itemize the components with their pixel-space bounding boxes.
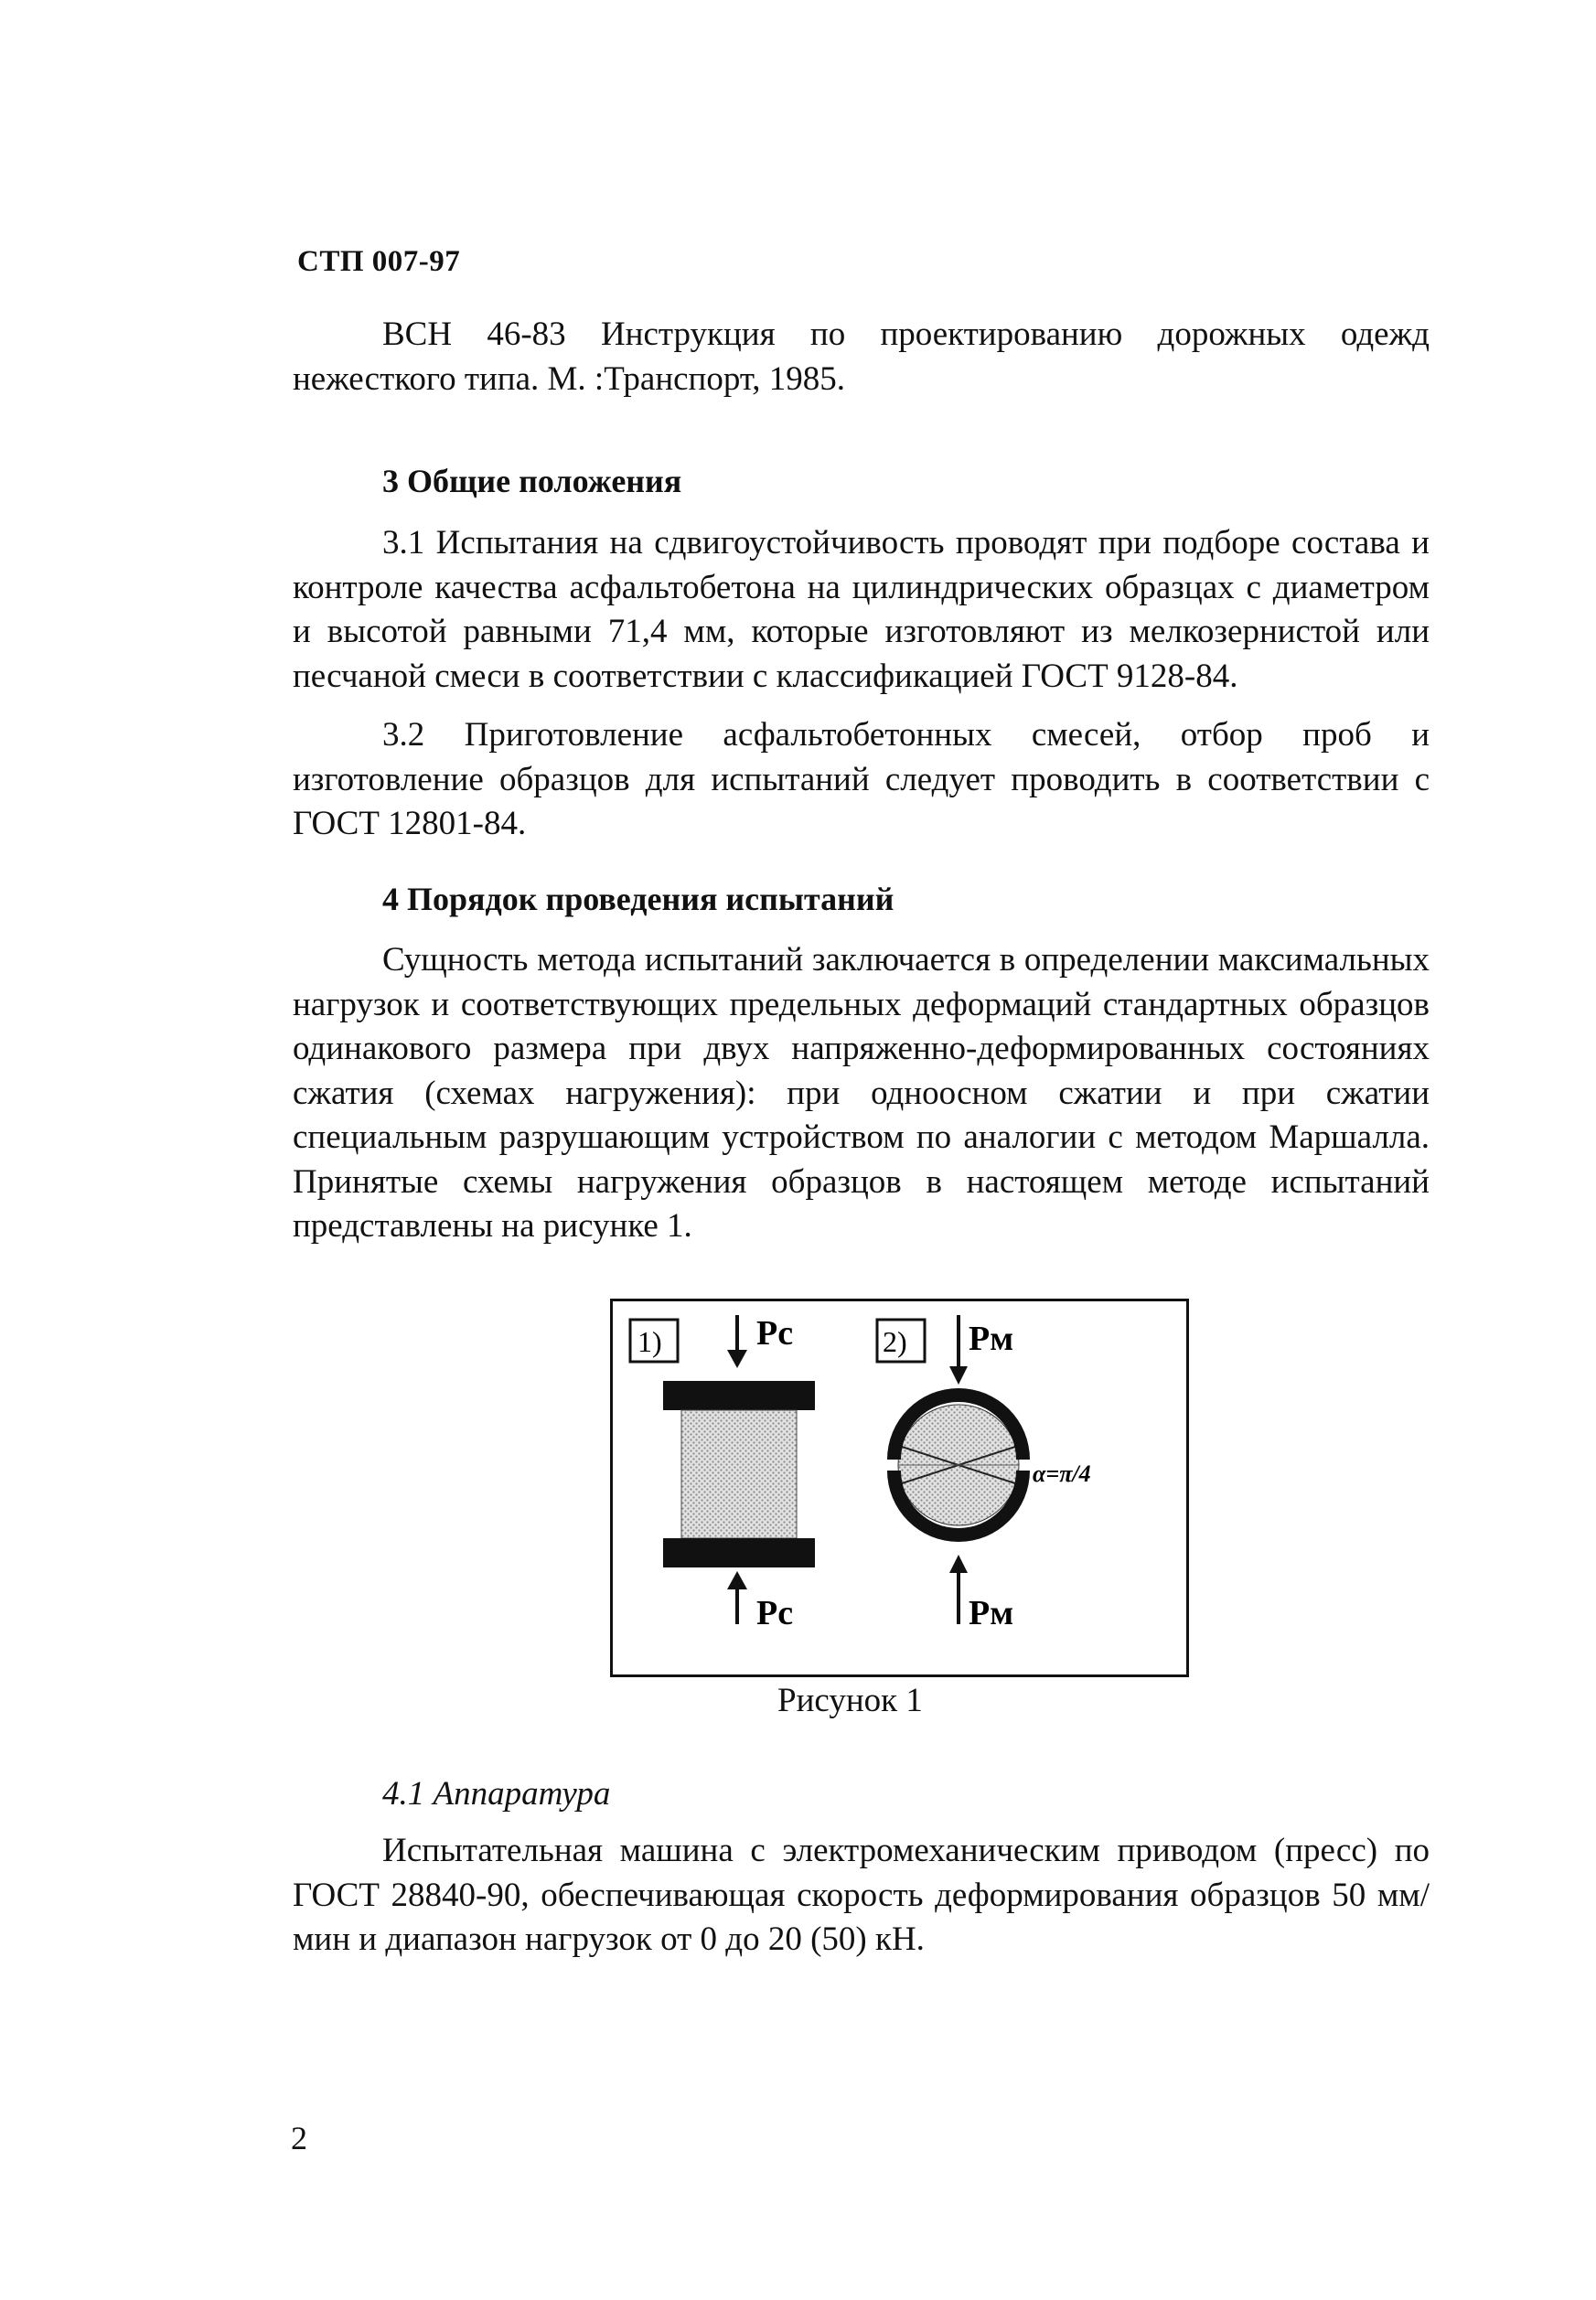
- force-label-bottom-1: Рс: [756, 1594, 794, 1632]
- section-4-1-paragraph: Испытательная машина с электромеханическим приводом (пресс) по ГОСТ 28840-90, обеспечивающая скорость деформирования образцов 50 мм/мин и диапазон нагрузок от 0 до 20 (50) кН.: [293, 1832, 1430, 1958]
- reference-vsn: ВСН 46-83 Инструкция по проектированию дорожных одежд нежесткого типа. М. :Транспорт, 1985.: [293, 316, 1430, 398]
- force-label-bottom-2: Рм: [969, 1594, 1014, 1632]
- section-3-heading: 3 Общие положения: [382, 463, 682, 499]
- top-platen: [663, 1381, 815, 1410]
- panel-1-label: 1): [637, 1325, 662, 1358]
- section-4-1-heading: 4.1 Аппаратура: [382, 1775, 611, 1813]
- section-4-heading: 4 Порядок проведения испытаний: [382, 881, 894, 917]
- section-3-2-paragraph: 3.2 Приготовление асфальтобетонных смесей, отбор проб и изготовление образцов для испытаний следует проводить в соответствии с ГОСТ 12801-84.: [293, 716, 1430, 842]
- bottom-platen: [663, 1538, 815, 1567]
- figure-1-caption: Рисунок 1: [777, 1682, 923, 1719]
- document-code: СТП 007-97: [297, 245, 461, 278]
- section-3-1-paragraph: 3.1 Испытания на сдвигоустойчивость проводят при подборе состава и контроле качества асфальтобетона на цилиндрических образцах с диаметром и высотой равными 71,4 мм, которые изготовляют из мелкозернистой или песчаной смеси в соответствии с классификацией ГОСТ 9128-84.: [293, 524, 1430, 695]
- figure-1-svg: [610, 1299, 1189, 1677]
- cylindrical-specimen: [681, 1410, 797, 1538]
- angle-label: α=π/4: [1033, 1460, 1091, 1487]
- panel-2-label: 2): [883, 1325, 907, 1358]
- page-number: 2: [291, 2120, 307, 2156]
- force-label-top-1: Рс: [756, 1314, 794, 1353]
- section-4-paragraph: Сущность метода испытаний заключается в определении максимальных нагрузок и соответствующих предельных деформаций стандартных образцов одинакового размера при двух напряженно-деформированных состояниях сжатия (схемах нагружения): при одноосном сжатии и при сжатии специальным разрушающим устройством по аналогии с методом Маршалла. Принятые схемы нагружения образцов в настоящем методе испытаний представлены на рисунке 1.: [293, 941, 1430, 1245]
- figure-1-loading-schemes: [610, 1299, 1189, 1677]
- force-label-top-2: Рм: [969, 1320, 1014, 1358]
